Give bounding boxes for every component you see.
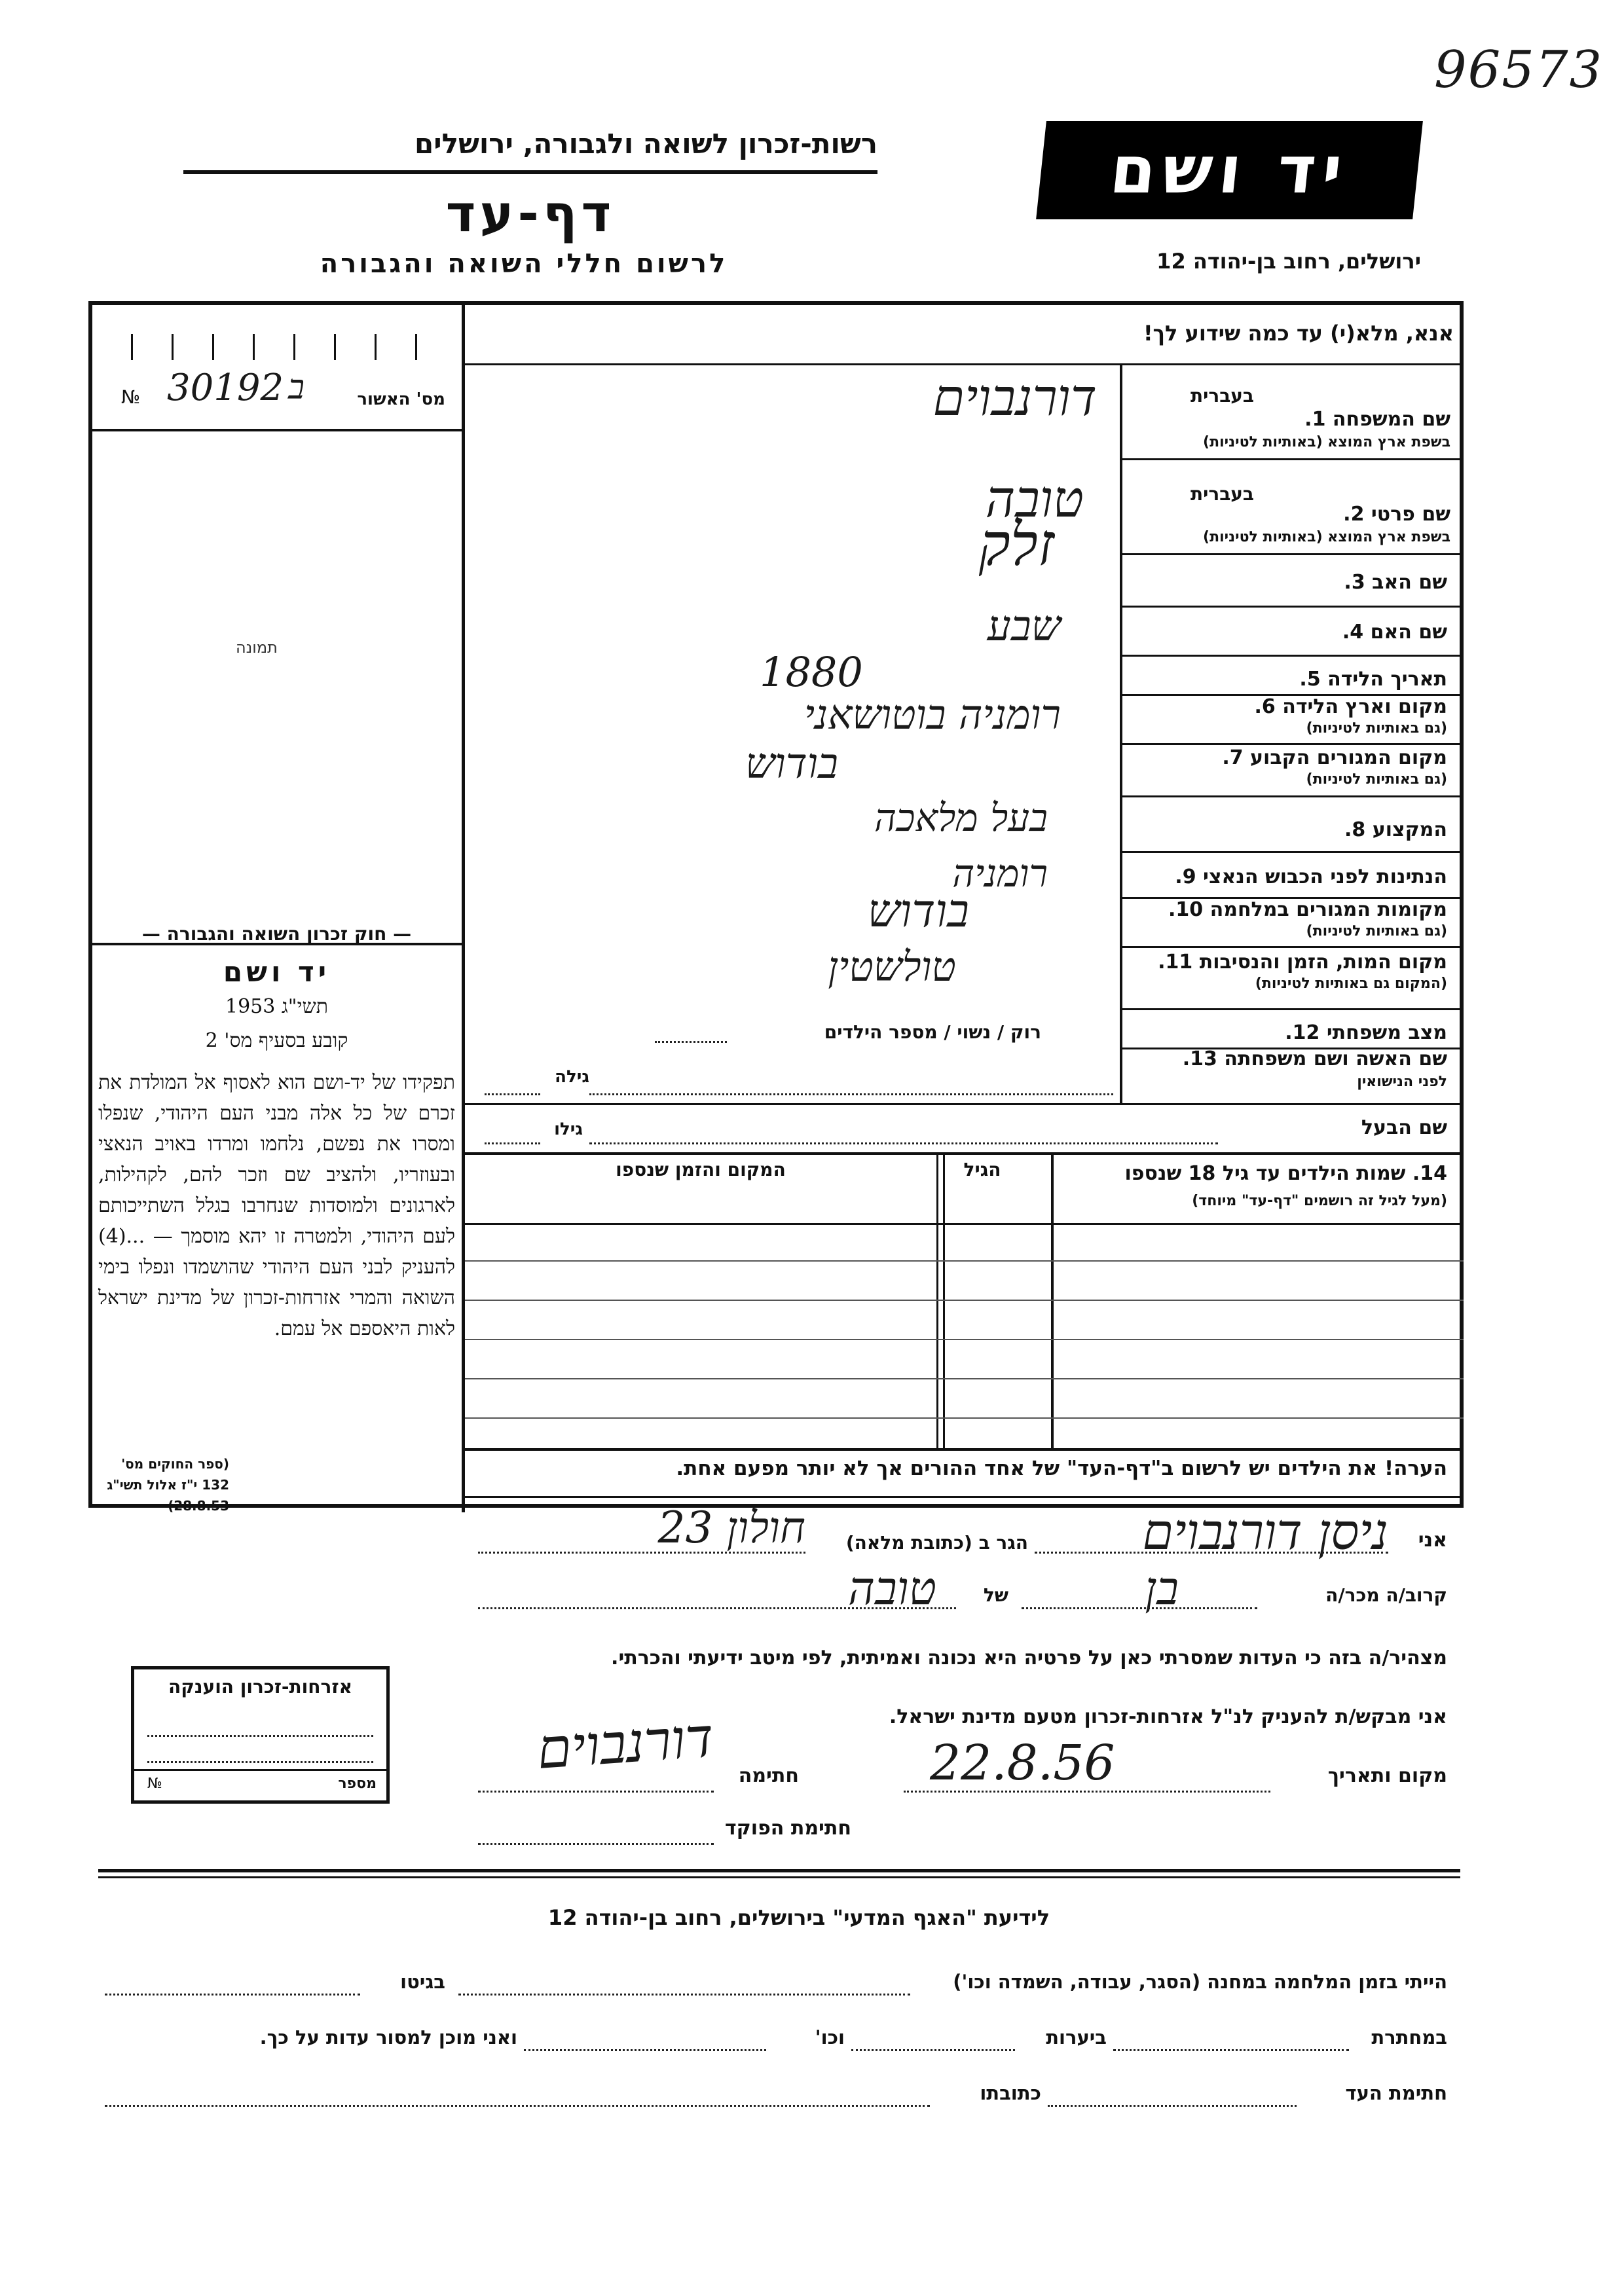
place-date-value: 22.8.56	[930, 1735, 1115, 1791]
wife-name-dots	[589, 1093, 1113, 1095]
request-text: אני מבקש/ת להעניק לנ"ל אזרחות-זכרון מטעם מדינת ישראל.	[889, 1705, 1447, 1728]
footer-separator-1	[98, 1869, 1460, 1872]
law-reference: (ספר החוקים מס' 132 י"ז אלול תשי"ג 28.8.53)	[107, 1456, 229, 1514]
archive-number: 96573	[1434, 41, 1604, 100]
father-name-value: זלק	[978, 511, 1054, 579]
wartime-residence-sublabel: (גם באותיות לטיניות)	[1306, 923, 1447, 939]
children-table-bottom	[465, 1448, 1464, 1451]
approval-letter: ב	[288, 368, 305, 407]
children-row-2	[465, 1300, 1464, 1301]
signature-label: חתימה	[738, 1764, 799, 1787]
info-line1-end-dots	[105, 1994, 360, 1995]
approval-number-value: 30192	[167, 367, 284, 409]
header-underline	[183, 170, 877, 174]
mother-name-label: שם האם 4.	[1342, 621, 1447, 644]
children-col-2	[936, 1154, 938, 1448]
logo-text: יד ושם	[1106, 132, 1353, 208]
footer-separator-2	[98, 1876, 1460, 1878]
info-heading: לידיעת "האגף המדעי" בירושלים, רחוב בן-יהודה 12	[547, 1905, 1050, 1930]
wife-age-dots	[485, 1093, 540, 1095]
yad-vashem-logo	[1036, 121, 1423, 219]
occupation-label: המקצוע 8.	[1344, 818, 1447, 841]
field-row-family-name	[465, 365, 1464, 457]
citizenship-box-number-label: מספר	[338, 1776, 377, 1792]
death-place-sublabel: (המקום גם באותיות לטיניות)	[1255, 975, 1447, 992]
citizenship-box-bottom-line	[134, 1769, 386, 1771]
children-col-1	[1051, 1154, 1054, 1448]
mother-name-value: שבע	[987, 602, 1061, 651]
husband-name-dots	[589, 1142, 1218, 1144]
declaration-text: מצהיר/ה בזה כי העדות שמסרתי כאן על פרטיה היא נכונה ואמיתית, לפי מיטב ידיעתי והכרתי.	[611, 1647, 1447, 1669]
officer-signature-dots	[478, 1843, 714, 1845]
relative-of-name: טובה	[848, 1561, 936, 1615]
relation-value: בן	[1145, 1561, 1179, 1615]
children-row-3	[465, 1339, 1464, 1340]
relative-of-label: של	[983, 1584, 1008, 1606]
relative-of-dots	[478, 1607, 956, 1609]
family-name-label: שם המשפחה 1.	[1304, 408, 1450, 431]
wife-name-label: שם האשה ושם משפחתה 13.	[1182, 1048, 1447, 1070]
birth-place-label: מקום וארץ הלידה 6.	[1254, 695, 1447, 718]
row-10-divider	[1120, 946, 1464, 948]
row-2-divider	[1120, 553, 1464, 555]
law-body: תפקידו של יד-ושם הוא לאסוף אל המולדת את זכרם של כל אלה מבני העם היהודי, שנפלו ומסרו את נפשם, נלחמו ומרדו באויב הנאצי ובעוזריו, ולהציב שם וזכר להם, לקהילות, לארגונים ולמוסדות שנחרבו בגלל השתייכותם לעם היהודי, ולמטרה זו יהא מוסמך — ...(4) להעניק לבני העם היהודי שהושמדו ונפלו בימי השואה והמרי אזרחות-זכרון של מדינת ישראל לאות היאספם אל עמם.	[98, 1071, 455, 1340]
citizenship-granted-box	[131, 1666, 390, 1804]
family-name-hebrew-tag: בעברית	[1190, 385, 1254, 407]
row-13-divider	[465, 1103, 1464, 1105]
signature-value: דורנבוים	[534, 1705, 716, 1782]
family-name-sublabel: בשפת ארץ המוצא (באותיות לטיניות)	[1203, 434, 1450, 450]
children-age-header: הגיל	[963, 1159, 1001, 1180]
occupation-value: בעל מלאכה	[874, 795, 1048, 840]
declarant-address-dots	[478, 1552, 805, 1554]
citizenship-value: רומניה	[952, 851, 1048, 896]
photo-label: תמונה	[236, 638, 278, 657]
info-line2-dots-3	[524, 2049, 766, 2051]
officer-signature-label: חתימת הפוקד	[725, 1817, 851, 1840]
signature-dots	[478, 1791, 714, 1793]
husband-age-label: גילו	[554, 1120, 583, 1139]
birth-place-sublabel: (גם באותיות לטיניות)	[1306, 720, 1447, 737]
children-row-4	[465, 1378, 1464, 1379]
children-header-line	[465, 1223, 1464, 1225]
row-6-divider	[1120, 743, 1464, 745]
info-line1-end: בגיטו	[400, 1971, 445, 1993]
birth-date-label: תאריך הלידה 5.	[1299, 668, 1447, 691]
citizenship-box-dots-2	[147, 1761, 373, 1763]
declarant-name-dots	[1035, 1552, 1388, 1554]
law-title: — חוק זכרון השואה והגבורה —	[141, 923, 412, 945]
citizenship-box-title: אזרחות-זכרון הוענקה	[168, 1676, 352, 1698]
wartime-residence-value: בודוש	[867, 884, 969, 938]
law-clause: קובע בסעיף מס' 2	[205, 1029, 348, 1052]
declarant-i-label: אני	[1418, 1529, 1447, 1552]
row-11-divider	[1120, 1008, 1464, 1010]
info-line2-dots-1	[1113, 2049, 1349, 2051]
first-name-label: שם פרטי 2.	[1343, 503, 1450, 526]
first-name-hebrew-tag: בעברית	[1190, 483, 1254, 505]
approval-ticks	[131, 334, 452, 360]
children-row-5	[465, 1417, 1464, 1419]
father-name-label: שם האב 3.	[1344, 571, 1447, 594]
approval-row-line	[88, 429, 465, 431]
husband-label: שם הבעל	[1361, 1116, 1447, 1139]
children-col-3	[943, 1154, 945, 1448]
declarant-name: ניסן דורנבוים	[1142, 1503, 1388, 1561]
info-line2-etc: וכו'	[815, 2026, 845, 2049]
instruction-text: אנא, מלא(י) עד כמה שידוע לך!	[1143, 321, 1454, 346]
children-subtitle: (מעל לגיל זה רושמים "דף-עד" מיוחד)	[1192, 1193, 1447, 1209]
info-line2-forests: ביערות	[1046, 2026, 1107, 2049]
children-count-dots	[655, 1041, 727, 1043]
wife-name-sublabel: לפני הנישואין	[1357, 1074, 1447, 1090]
row-7-divider	[1120, 795, 1464, 797]
citizenship-label: הנתינות לפני הכבוש הנאצי 9.	[1175, 866, 1447, 888]
death-place-label: מקום המות, הזמן והנסיבות 11.	[1158, 951, 1447, 974]
children-place-header: המקום והזמן שנספו	[616, 1159, 786, 1180]
wife-age-label: גילה	[555, 1067, 589, 1087]
info-witness-signature-label: חתימת העד	[1345, 2082, 1447, 2104]
declarant-address: חולון 23	[657, 1503, 805, 1553]
citizenship-box-prefix: №	[147, 1776, 162, 1792]
death-place-value: טולשטין	[828, 943, 956, 991]
place-date-label: מקום ותאריך	[1327, 1764, 1447, 1787]
children-row-1	[465, 1260, 1464, 1262]
authority-name: רשות-זכרון לשואה ולגבורה, ירושלים	[414, 128, 877, 160]
form-subtitle: לרשום חללי השואה והגבורה	[320, 249, 728, 279]
declaration-top-line	[465, 1496, 1464, 1498]
children-note: הערה! את הילדים יש לרשום ב"דף-העד" של אחד ההורים אך לא יותר מפעם אחת.	[676, 1457, 1447, 1480]
place-date-dots	[904, 1791, 1270, 1793]
birth-date-value: 1880	[760, 648, 863, 696]
row-4-divider	[1120, 655, 1464, 657]
relative-label: קרוב/ה מכר/ה	[1325, 1584, 1447, 1606]
info-line2-dots-2	[851, 2049, 1015, 2051]
info-witness-signature-dots	[1048, 2105, 1297, 2107]
birth-place-value: רומניה בוטושאני	[803, 691, 1061, 738]
info-line2-end: ואני מוכן למסור עדות על כך.	[259, 2026, 517, 2049]
address: ירושלים, רחוב בן-יהודה 12	[1156, 249, 1421, 274]
children-title: 14. שמות הילדים עד גיל 18 שנספו	[1124, 1162, 1447, 1185]
info-line2-underground: במחתרת	[1371, 2026, 1447, 2049]
first-name-value: טובה	[985, 470, 1084, 529]
row-3-divider	[1120, 606, 1464, 608]
info-line1-dots	[458, 1994, 910, 1995]
residence-label: מקום המגורים הקבוע 7.	[1222, 746, 1447, 769]
approval-number-prefix: №	[121, 386, 141, 408]
husband-row-divider	[465, 1152, 1464, 1155]
row-8-divider	[1120, 851, 1464, 853]
first-name-sublabel: בשפת ארץ המוצא (באותיות לטיניות)	[1203, 529, 1450, 545]
declarant-residing-label: הגר ב (כתובת מלאה)	[845, 1532, 1028, 1554]
marital-status-label: מצב משפחתי 12.	[1285, 1021, 1447, 1044]
husband-age-dots	[485, 1142, 540, 1144]
residence-value: בודוש	[745, 740, 838, 788]
residence-sublabel: (גם באותיות לטיניות)	[1306, 771, 1447, 788]
law-name: יד ושם	[223, 956, 331, 988]
wartime-residence-label: מקומות המגורים במלחמה 10.	[1168, 898, 1447, 921]
family-name-value: דורנבוים	[932, 369, 1097, 428]
relation-dots	[1022, 1607, 1257, 1609]
citizenship-box-dots-1	[147, 1735, 373, 1737]
form-title: דף-עד	[445, 185, 616, 244]
marital-options: רוק / נשוי / מספר הילדים	[824, 1021, 1041, 1043]
law-year: תשי"ג 1953	[225, 995, 328, 1018]
info-line1: הייתי בזמן המלחמה במחנה (הסגר, עבודה, השמדה וכו')	[953, 1971, 1447, 1993]
info-address-label: כתובתו	[980, 2082, 1041, 2104]
approval-label: מס' האשור	[357, 390, 445, 409]
info-address-dots	[105, 2105, 930, 2107]
